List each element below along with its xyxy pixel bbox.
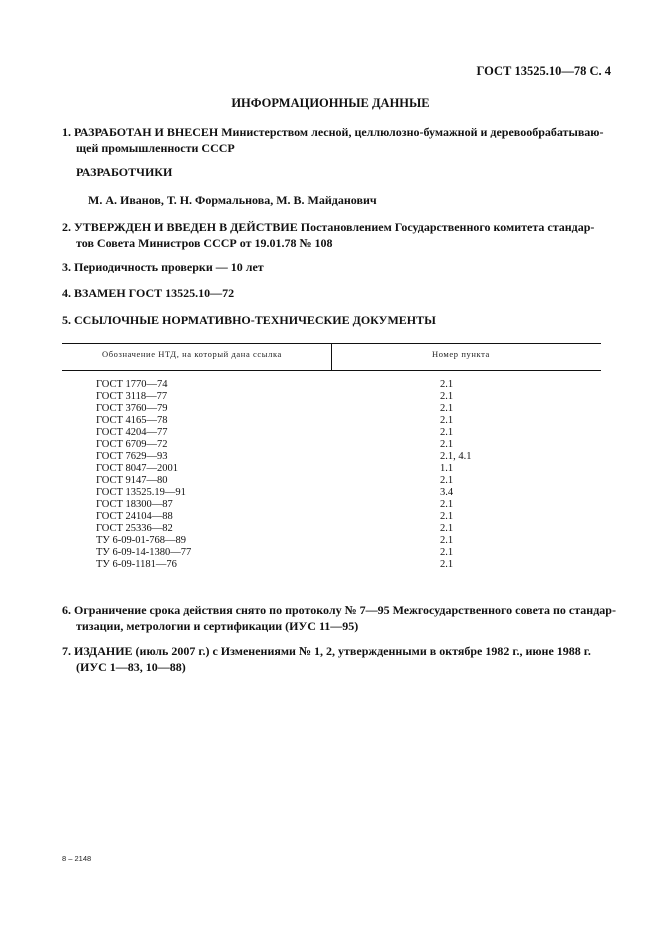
table-cell-document: ГОСТ 4165—78	[96, 415, 168, 426]
table-cell-document: ГОСТ 6709—72	[96, 439, 168, 450]
table-row	[62, 523, 601, 535]
table-row	[62, 379, 601, 391]
section-4	[62, 285, 602, 301]
section-5	[62, 312, 602, 328]
section-2-line-1: 2. УТВЕРЖДЕН И ВВЕДЕН В ДЕЙСТВИЕ Постановлением Государственного комитета стандар-	[62, 220, 595, 234]
table-cell-document: ТУ 6-09-1181—76	[96, 559, 177, 570]
section-3	[62, 259, 602, 275]
section-7	[62, 643, 602, 675]
table-cell-section: 2.1	[440, 499, 454, 510]
table-cell-section: 2.1	[440, 415, 454, 426]
section-1-line-1: 1. РАЗРАБОТАН И ВНЕСЕН Министерством лесной, целлюлозно-бумажной и деревообрабатываю-	[62, 125, 604, 139]
developers-names-text: М. А. Иванов, Т. Н. Формальнова, М. В. Майданович	[88, 193, 377, 207]
table-row	[62, 475, 601, 487]
table-row	[62, 439, 601, 451]
table-cell-section: 2.1	[440, 535, 454, 546]
table-row	[62, 499, 601, 511]
table-cell-section: 1.1	[440, 463, 454, 474]
section-1-line-2: щей промышленности СССР	[76, 141, 235, 155]
table-cell-document: ГОСТ 13525.19—91	[96, 487, 186, 498]
table-cell-document: ТУ 6-09-01-768—89	[96, 535, 186, 546]
table-cell-section: 2.1	[440, 523, 454, 534]
table-cell-section: 3.4	[440, 487, 454, 498]
section-7-line-2: (ИУС 1—83, 10—88)	[76, 660, 186, 674]
developers-names	[62, 192, 602, 208]
developers-heading	[62, 164, 602, 180]
developers-heading-text: РАЗРАБОТЧИКИ	[76, 165, 173, 179]
section-1	[62, 124, 602, 156]
table-cell-section: 2.1	[440, 511, 454, 522]
column-header-section: Номер пункта	[432, 349, 490, 359]
table-cell-document: ГОСТ 1770—74	[96, 379, 168, 390]
table-row	[62, 403, 601, 415]
section-6-line-2: тизации, метрологии и сертификации (ИУС 11—95)	[76, 619, 359, 633]
section-4-text: 4. ВЗАМЕН ГОСТ 13525.10—72	[62, 286, 235, 300]
section-6	[62, 602, 616, 634]
table-cell-section: 2.1	[440, 427, 454, 438]
table-rule-vertical	[331, 343, 332, 370]
section-7-line-1: 7. ИЗДАНИЕ (июль 2007 г.) с Изменениями № 1, 2, утвержденными в октябре 1982 г., июне 1988 г.	[62, 644, 591, 658]
table-cell-section: 2.1	[440, 439, 454, 450]
table-row	[62, 547, 601, 559]
table-cell-document: ГОСТ 7629—93	[96, 451, 168, 462]
table-cell-document: ГОСТ 8047—2001	[96, 463, 179, 474]
print-code: 8 – 2148	[62, 854, 92, 863]
table-cell-section: 2.1, 4.1	[440, 451, 472, 462]
table-cell-document: ГОСТ 18300—87	[96, 499, 173, 510]
section-2-line-2: тов Совета Министров СССР от 19.01.78 № 108	[76, 236, 333, 250]
table-cell-document: ГОСТ 24104—88	[96, 511, 173, 522]
section-5-text: 5. ССЫЛОЧНЫЕ НОРМАТИВНО-ТЕХНИЧЕСКИЕ ДОКУМЕНТЫ	[62, 313, 436, 327]
section-2	[62, 219, 602, 251]
table-row	[62, 487, 601, 499]
table-cell-section: 2.1	[440, 475, 454, 486]
table-cell-section: 2.1	[440, 547, 454, 558]
table-cell-document: ТУ 6-09-14-1380—77	[96, 547, 192, 558]
table-row	[62, 535, 601, 547]
table-row	[62, 463, 601, 475]
table-cell-section: 2.1	[440, 559, 454, 570]
table-cell-section: 2.1	[440, 391, 454, 402]
page-header-doc-ref: ГОСТ 13525.10—78 С. 4	[476, 64, 611, 78]
table-cell-document: ГОСТ 3118—77	[96, 391, 168, 402]
table-row	[62, 391, 601, 403]
table-row	[62, 511, 601, 523]
table-rule-header-bottom	[62, 370, 601, 371]
page-title: ИНФОРМАЦИОННЫЕ ДАННЫЕ	[231, 96, 430, 110]
table-cell-document: ГОСТ 3760—79	[96, 403, 168, 414]
table-cell-document: ГОСТ 9147—80	[96, 475, 168, 486]
section-6-line-1: 6. Ограничение срока действия снято по протоколу № 7—95 Межгосударственного совета по стандар-	[62, 603, 616, 617]
table-row	[62, 427, 601, 439]
table-body	[62, 379, 601, 571]
table-row	[62, 415, 601, 427]
table-cell-document: ГОСТ 4204—77	[96, 427, 168, 438]
column-header-document: Обозначение НТД, на который дана ссылка	[102, 349, 282, 359]
table-cell-section: 2.1	[440, 403, 454, 414]
section-3-text: 3. Периодичность проверки — 10 лет	[62, 260, 264, 274]
table-row	[62, 559, 601, 571]
table-row	[62, 451, 601, 463]
table-cell-section: 2.1	[440, 379, 454, 390]
table-cell-document: ГОСТ 25336—82	[96, 523, 173, 534]
